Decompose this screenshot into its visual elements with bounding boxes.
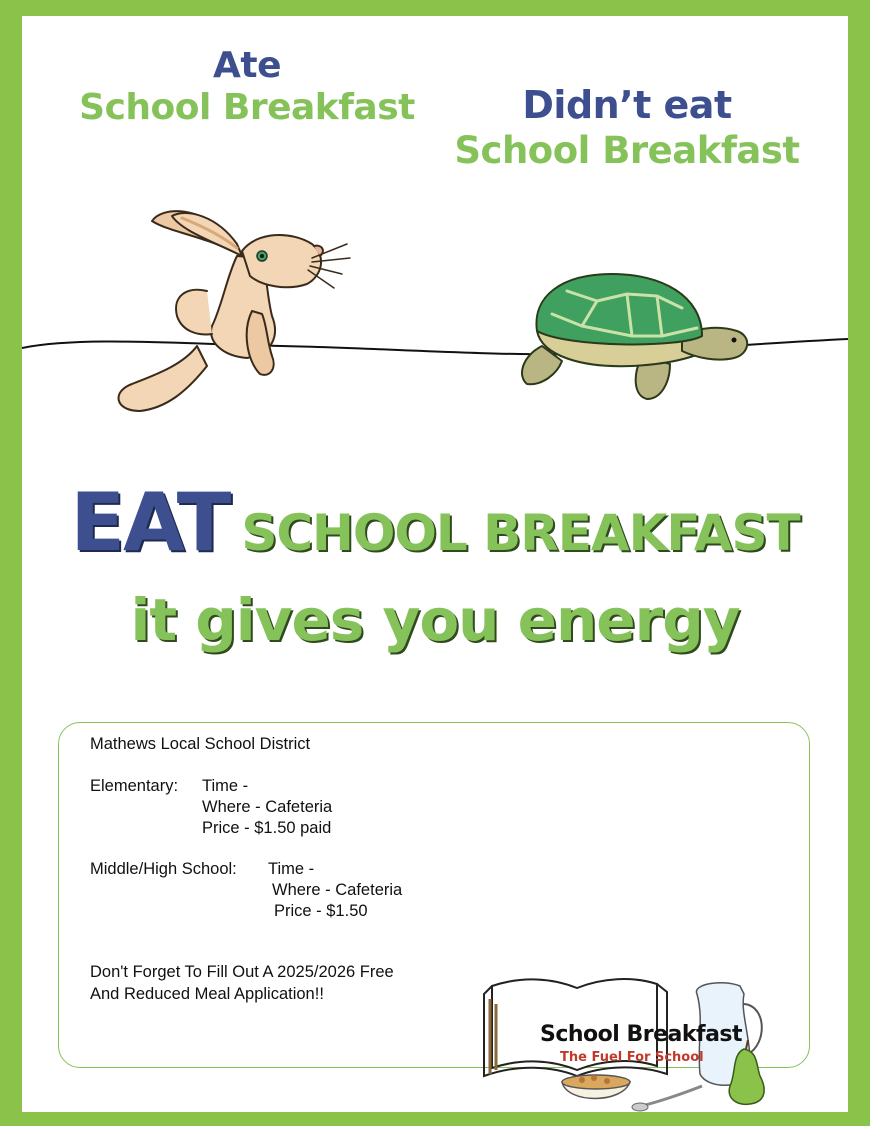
elementary-price: Price - $1.50 paid <box>202 819 332 837</box>
elementary-where: Where - Cafeteria <box>202 798 333 816</box>
flyer-content <box>22 16 848 1112</box>
main-headline <box>22 476 848 569</box>
middle-high-where: Where - Cafeteria <box>272 881 403 899</box>
reminder-line1: Don't Forget To Fill Out A 2025/2026 Free <box>90 963 394 981</box>
logo-title: School Breakfast <box>540 1022 743 1047</box>
didnt-eat-heading <box>427 82 827 174</box>
middle-high-label: Middle/High School: <box>90 860 237 878</box>
race-illustration <box>22 196 848 426</box>
headline-tagline: it gives you energy <box>130 586 740 654</box>
reminder-line2: And Reduced Meal Application!! <box>90 985 324 1003</box>
logo-subtitle: The Fuel For School <box>560 1050 704 1065</box>
headline-eat: EAT <box>70 476 230 569</box>
didnt-eat-heading-line1: Didn’t eat <box>522 83 732 127</box>
didnt-eat-heading-line2: School Breakfast <box>454 129 800 172</box>
ate-heading-line1: Ate <box>213 45 281 86</box>
ate-heading <box>52 46 442 130</box>
rabbit-illustration <box>119 211 350 411</box>
elementary-time: Time - <box>202 777 249 795</box>
headline-school-breakfast: SCHOOL BREAKFAST <box>241 504 800 562</box>
tortoise-illustration <box>522 274 747 399</box>
middle-high-time: Time - <box>268 860 315 878</box>
school-breakfast-logo <box>482 964 782 1114</box>
ate-heading-line2: School Breakfast <box>79 87 415 128</box>
elementary-label: Elementary: <box>90 777 179 795</box>
district-name: Mathews Local School District <box>90 735 311 753</box>
middle-high-price: Price - $1.50 <box>274 902 368 920</box>
